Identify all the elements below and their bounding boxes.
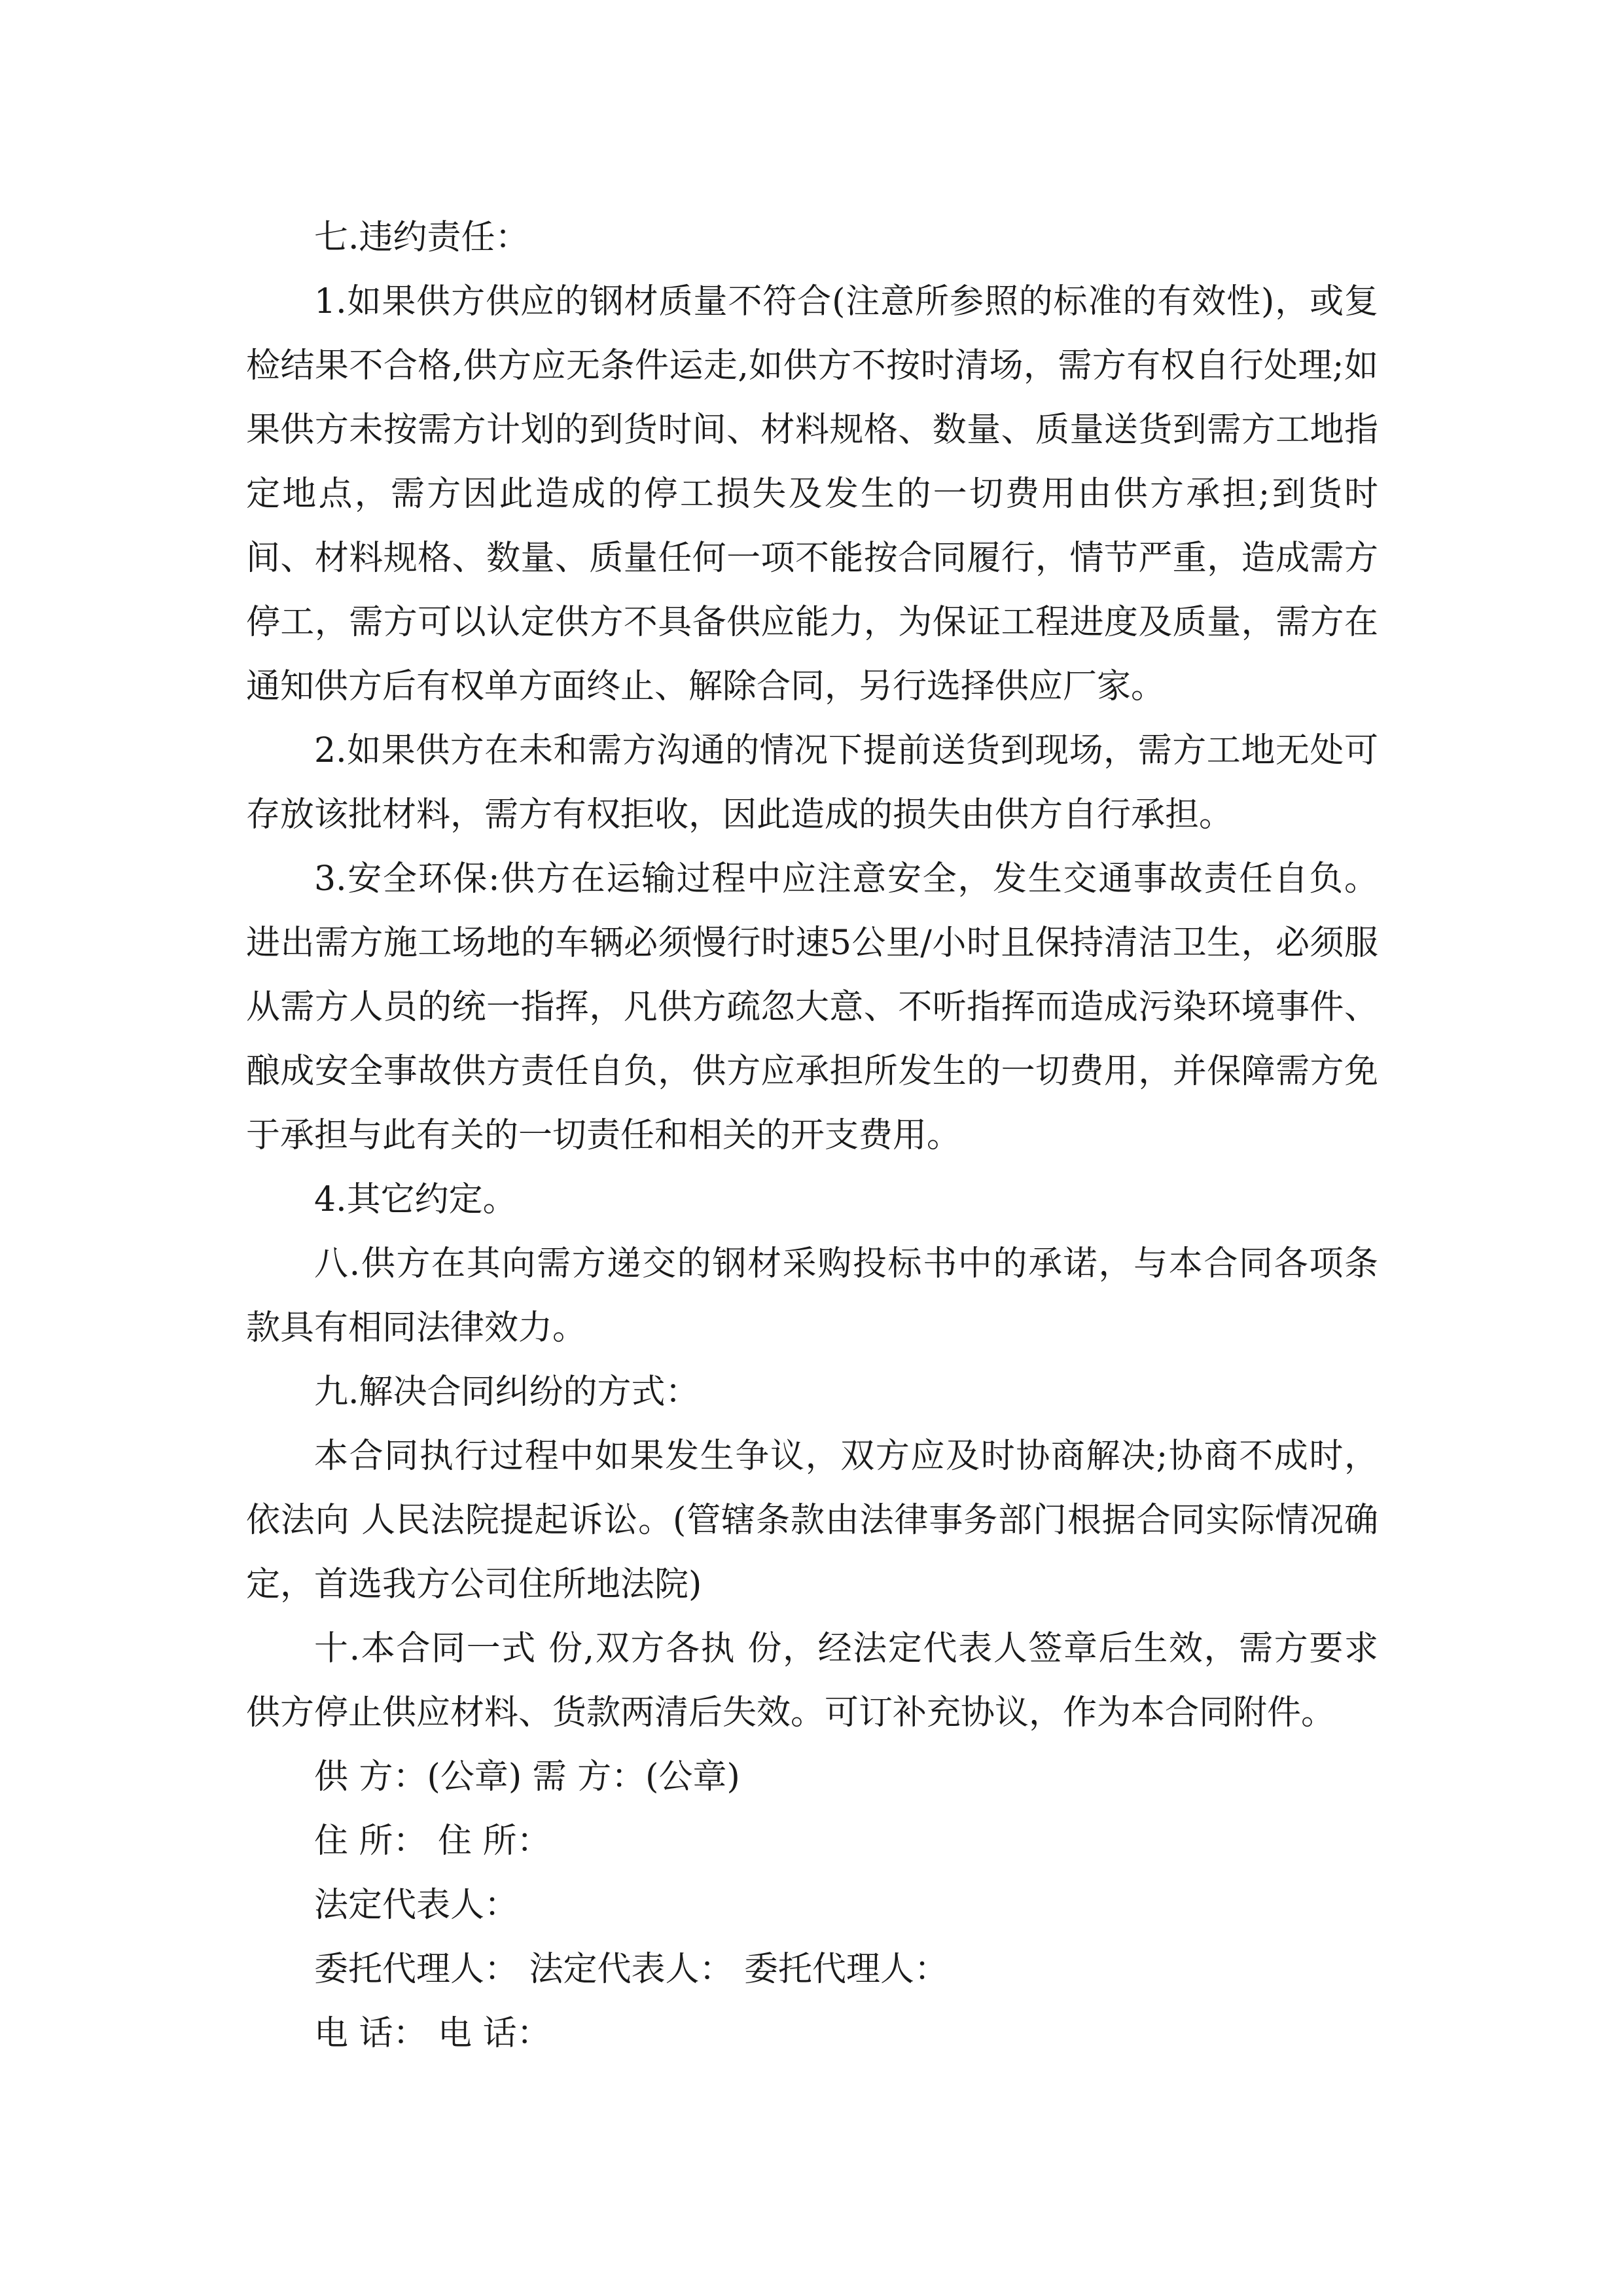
clause-9-body: 本合同执行过程中如果发生争议，双方应及时协商解决;协商不成时，依法向 人民法院提起诉讼。(管辖条款由法律事务部门根据合同实际情况确定，首选我方公司住所地法院) xyxy=(246,1437,1378,1604)
clause-7-4: 4.其它约定。 xyxy=(314,1180,517,1219)
clause-7-2: 2.如果供方在未和需方沟通的情况下提前送货到现场，需方工地无处可存放该批材料，需方有权拒收，因此造成的损失由供方自行承担。 xyxy=(246,731,1378,834)
section-9-heading: 九.解决合同纠纷的方式： xyxy=(314,1372,700,1412)
signature-address-line: 住 所： 住 所： xyxy=(314,1821,551,1861)
document-body xyxy=(246,206,1378,2066)
signature-party-line: 供 方：(公章) 需 方：(公章) xyxy=(314,1757,740,1797)
signature-legal-rep-line: 法定代表人： xyxy=(314,1886,519,1925)
clause-7-3: 3.安全环保:供方在运输过程中应注意安全，发生交通事故责任自负。进出需方施工场地的车辆必须慢行时速5公里/小时且保持清洁卫生，必须服从需方人员的统一指挥，凡供方疏忽大意、不听指挥而造成污染环境事件、酿成安全事故供方责任自负，供方应承担所发生的一切费用，并保障需方免于承担与此有关的一切责任和相关的开支费用。 xyxy=(246,859,1378,1155)
signature-phone-line: 电 话： 电 话： xyxy=(314,2014,551,2053)
section-8: 八.供方在其向需方递交的钢材采购投标书中的承诺，与本合同各项条款具有相同法律效力。 xyxy=(246,1244,1378,1348)
signature-agent-line: 委托代理人： 法定代表人： 委托代理人： xyxy=(314,1950,949,1989)
section-10: 十.本合同一式 份,双方各执 份，经法定代表人签章后生效，需方要求供方停止供应材料、货款两清后失效。可订补充协议，作为本合同附件。 xyxy=(246,1629,1378,1732)
clause-7-1: 1.如果供方供应的钢材质量不符合(注意所参照的标准的有效性)，或复检结果不合格,供方应无条件运走,如供方不按时清场，需方有权自行处理;如果供方未按需方计划的到货时间、材料规格、数量、质量送货到需方工地指定地点，需方因此造成的停工损失及发生的一切费用由供方承担;到货时间、材料规格、数量、质量任何一项不能按合同履行，情节严重，造成需方停工，需方可以认定供方不具备供应能力，为保证工程进度及质量，需方在通知供方后有权单方面终止、解除合同，另行选择供应厂家。 xyxy=(246,282,1378,706)
section-7-heading: 七.违约责任： xyxy=(314,218,529,257)
